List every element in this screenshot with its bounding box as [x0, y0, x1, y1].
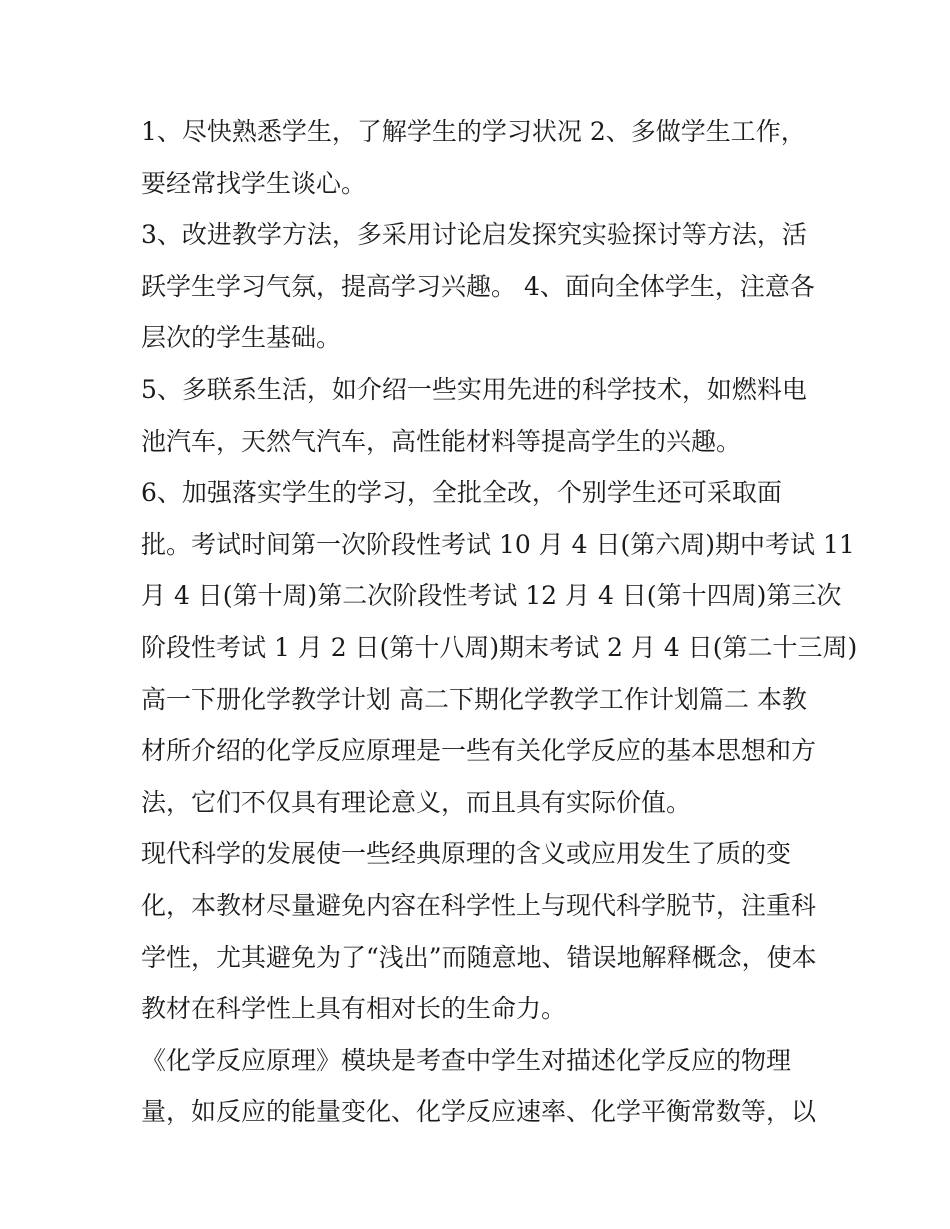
text-line: 材所介绍的化学反应原理是一些有关化学反应的基本思想和方 [141, 736, 817, 766]
text-line: 法，它们不仅具有理论意义，而且具有实际价值。 [141, 787, 692, 817]
text-line: 要经常找学生谈心。 [141, 168, 367, 198]
text-line: 教材在科学性上具有相对长的生命力。 [141, 994, 567, 1024]
text-line: 学性，尤其避免为了“浅出”而随意地、错误地解释概念，使本 [141, 942, 817, 972]
text-line: 阶段性考试 1 月 2 日(第十八周)期末考试 2 月 4 日(第二十三周) [141, 632, 858, 662]
text-line: 3、改进教学方法，多采用讨论启发探究实验探讨等方法，活 [141, 220, 807, 250]
text-line: 《化学反应原理》模块是考查中学生对描述化学反应的物理 [141, 1045, 792, 1075]
text-line: 跃学生学习气氛，提高学习兴趣。 4、面向全体学生，注意各 [141, 271, 815, 301]
text-line: 池汽车，天然气汽车，高性能材料等提高学生的兴趣。 [141, 426, 742, 456]
text-line: 化，本教材尽量避免内容在科学性上与现代科学脱节，注重科 [141, 890, 817, 920]
text-line: 6、加强落实学生的学习，全批全改，个别学生还可采取面 [141, 478, 782, 508]
text-line: 现代科学的发展使一些经典原理的含义或应用发生了质的变 [141, 839, 792, 869]
body-text [141, 106, 858, 1138]
text-line: 量，如反应的能量变化、化学反应速率、化学平衡常数等，以 [141, 1097, 817, 1127]
text-line: 5、多联系生活，如介绍一些实用先进的科学技术，如燃料电 [141, 374, 807, 404]
text-line: 层次的学生基础。 [141, 323, 342, 353]
text-line: 高一下册化学教学计划 高二下期化学教学工作计划篇二 本教 [141, 684, 807, 714]
text-line: 月 4 日(第十周)第二次阶段性考试 12 月 4 日(第十四周)第三次 [141, 581, 842, 611]
text-line: 批。考试时间第一次阶段性考试 10 月 4 日(第六周)期中考试 11 [141, 529, 855, 559]
text-line: 1、尽快熟悉学生，了解学生的学习状况 2、多做学生工作， [141, 117, 806, 146]
